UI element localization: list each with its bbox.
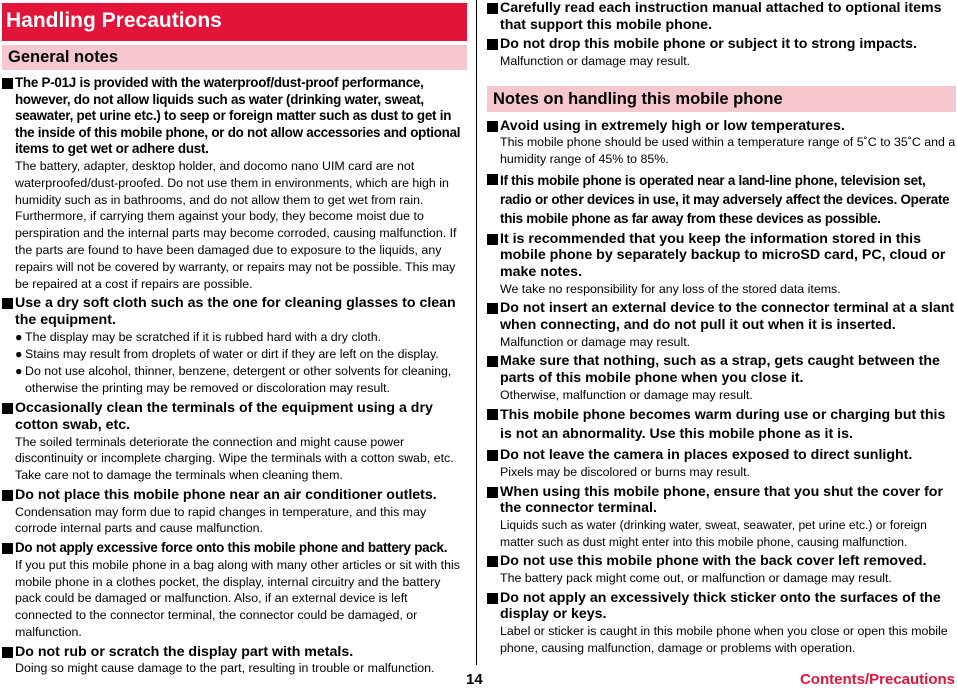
left-column [2, 0, 467, 680]
precaution-item [2, 75, 467, 292]
precaution-body: Pixels may be discolored or burns may result. [500, 464, 750, 479]
precaution-heading: Do not use this mobile phone with the back cover left removed. [487, 553, 956, 570]
precaution-body: This mobile phone should be used within a temperature range of 5˚C to 35˚C and a humidity range of 45% to 85%. [500, 135, 956, 166]
precaution-item [487, 231, 956, 298]
precaution-heading: Do not insert an external device to the connector terminal at a slant when connecting, and do not pull it out when it is inserted. [487, 300, 956, 333]
precaution-heading: It is recommended that you keep the information stored in this mobile phone by separately backup to microSD card, PC, cloud or make notes. [487, 231, 956, 281]
precaution-item [487, 406, 956, 444]
precaution-item [487, 171, 956, 228]
precaution-heading: Do not rub or scratch the display part with metals. [2, 644, 467, 661]
precaution-item [2, 540, 467, 641]
section-heading-general: General notes [2, 45, 467, 70]
section-heading-phone: Notes on handling this mobile phone [487, 86, 956, 112]
bullet-item: ● Do not use alcohol, thinner, benzene, detergent or other solvents for cleaning, otherwise the printing may be removed or discoloration may result. [15, 363, 452, 396]
precaution-heading: Occasionally clean the terminals of the equipment using a dry cotton swab, etc. [2, 400, 467, 433]
precaution-heading: Do not apply an excessively thick sticker onto the surfaces of the display or keys. [487, 590, 956, 623]
bullet-icon: ● [15, 329, 23, 344]
precaution-item [2, 400, 467, 484]
precaution-item [487, 553, 956, 586]
precaution-item [2, 487, 467, 537]
right-column [487, 0, 956, 660]
precaution-heading: Do not drop this mobile phone or subject it to strong impacts. [487, 36, 956, 53]
precaution-heading: Use a dry soft cloth such as the one for cleaning glasses to clean the equipment. [2, 295, 467, 328]
page-number: 14 [466, 671, 483, 688]
precaution-body: Condensation may form due to rapid changes in temperature, and this may corrode internal parts and cause malfunction. [15, 504, 427, 536]
precaution-item [2, 295, 467, 397]
precaution-item [2, 644, 467, 677]
column-divider [476, 0, 477, 665]
precaution-heading: When using this mobile phone, ensure that you shut the cover for the connector terminal. [487, 484, 956, 517]
precaution-body: The battery pack might come out, or malfunction or damage may result. [500, 571, 892, 586]
precaution-item [487, 353, 956, 403]
precaution-heading: This mobile phone becomes warm during use or charging but this is not an abnormality. Use this mobile phone as it is. [487, 406, 956, 444]
precaution-item [487, 118, 956, 168]
precaution-item [487, 447, 956, 480]
precaution-heading: Do not leave the camera in places exposed to direct sunlight. [487, 447, 956, 464]
precaution-body: We take no responsibility for any loss of the stored data items. [500, 281, 841, 296]
precaution-item [487, 300, 956, 350]
precaution-heading: If this mobile phone is operated near a land-line phone, television set, radio or other devices in use, it may adversely affect the devices. Operate this mobile phone as far away from these devices as possible. [487, 171, 956, 228]
bullet-item: ● The display may be scratched if it is rubbed hard with a dry cloth. [2, 329, 467, 346]
precaution-item [487, 36, 956, 69]
precaution-body: Liquids such as water (drinking water, sweat, seawater, pet urine etc.) or foreign matter such as dust might enter into this mobile phone, causing malfunction. [500, 517, 927, 549]
precaution-heading: Carefully read each instruction manual attached to optional items that support this mobile phone. [487, 0, 956, 33]
precaution-body: The soiled terminals deteriorate the connection and might cause power discontinuity or incomplete charging. Wipe the terminals with a cotton swab, etc. Take care not to damage the terminals when cleaning them. [15, 434, 454, 483]
precaution-heading: Avoid using in extremely high or low temperatures. [487, 118, 956, 135]
bullet-icon: ● [15, 363, 23, 378]
contents-precautions-link[interactable]: Contents/Precautions [799, 671, 955, 688]
precaution-body: Malfunction or damage may result. [500, 53, 691, 68]
bullet-item: ● Stains may result from droplets of water or dirt if they are left on the display. [2, 346, 467, 363]
precaution-heading: The P-01J is provided with the waterproof/dust-proof performance, however, do not allow liquids such as water (drinking water, sweat, seawater, pet urine etc.) to seep or foreign matter such as dust to get in the inside of this mobile phone, or do not allow accessories and optional items to get wet or adhere dust. [2, 75, 467, 158]
precaution-heading: Do not apply excessive force onto this mobile phone and battery pack. [2, 540, 467, 557]
precaution-body: If you put this mobile phone in a bag along with many other articles or sit with this mobile phone in a clothes pocket, the display, internal circuitry and the battery pack could be damaged or malfunction. Also, if an external device is left connected to the connector terminal, the connector could be damaged, or malfunction. [15, 557, 460, 639]
precaution-heading: Make sure that nothing, such as a strap, gets caught between the parts of this mobile phone when you close it. [487, 353, 956, 386]
precaution-item [487, 0, 956, 33]
precaution-body: Malfunction or damage may result. [500, 334, 691, 349]
precaution-body: Otherwise, malfunction or damage may result. [500, 387, 753, 402]
precaution-item [487, 590, 956, 657]
precaution-item [487, 484, 956, 551]
page-title: Handling Precautions [2, 3, 467, 41]
precaution-body: The battery, adapter, desktop holder, and docomo nano UIM card are not waterproofed/dust-proofed. Do not use them in environments, which are high in humidity such as in bathrooms, and do not allow them to get wet from rain. Furthermore, if carrying them against your body, they become moist due to perspiration and the internal parts may become corroded, causing malfunction. If the parts are found to have been damaged due to exposure to the liquids, any repairs will not be covered by warranty, or repairs may not be possible. This may be repaired at a cost if repairs are possible. [15, 158, 457, 291]
bullet-icon: ● [15, 346, 23, 361]
precaution-body: Doing so might cause damage to the part, resulting in trouble or malfunction. [15, 661, 435, 676]
precaution-body: Label or sticker is caught in this mobile phone when you close or open this mobile phone, causing malfunction, damage or problems with operation. [500, 624, 948, 655]
precaution-heading: Do not place this mobile phone near an air conditioner outlets. [2, 487, 467, 504]
